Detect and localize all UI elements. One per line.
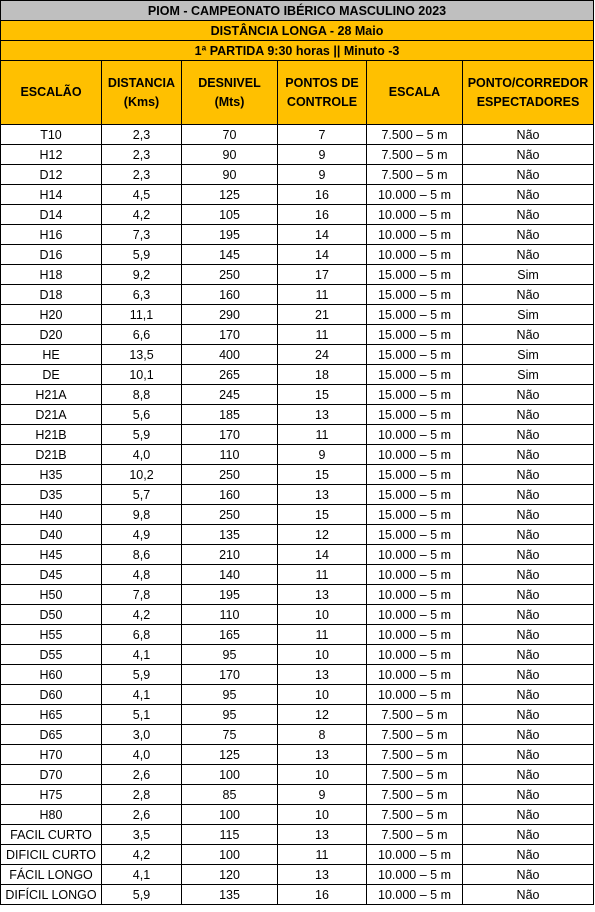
- table-row: [1, 565, 594, 585]
- cell-desnivel: 85: [182, 785, 278, 805]
- cell-espectadores: Não: [463, 485, 594, 505]
- cell-pontos: 24: [278, 345, 367, 365]
- cell-escala: 10.000 – 5 m: [367, 565, 463, 585]
- cell-escala: 10.000 – 5 m: [367, 625, 463, 645]
- cell-escalao: H12: [1, 145, 102, 165]
- cell-espectadores: Não: [463, 545, 594, 565]
- cell-desnivel: 160: [182, 485, 278, 505]
- header-row: [1, 61, 594, 125]
- cell-pontos: 14: [278, 545, 367, 565]
- table-row: [1, 125, 594, 145]
- table-row: [1, 785, 594, 805]
- cell-pontos: 10: [278, 765, 367, 785]
- table-row: [1, 405, 594, 425]
- cell-escalao: H55: [1, 625, 102, 645]
- cell-distancia: 2,3: [102, 125, 182, 145]
- cell-espectadores: Não: [463, 865, 594, 885]
- cell-desnivel: 135: [182, 885, 278, 905]
- cell-escala: 15.000 – 5 m: [367, 365, 463, 385]
- cell-desnivel: 195: [182, 585, 278, 605]
- cell-espectadores: Não: [463, 705, 594, 725]
- cell-desnivel: 145: [182, 245, 278, 265]
- cell-espectadores: Não: [463, 685, 594, 705]
- table-body: [1, 125, 594, 905]
- cell-desnivel: 400: [182, 345, 278, 365]
- cell-desnivel: 170: [182, 665, 278, 685]
- table-row: [1, 825, 594, 845]
- cell-distancia: 5,9: [102, 665, 182, 685]
- cell-espectadores: Não: [463, 805, 594, 825]
- cell-pontos: 13: [278, 665, 367, 685]
- cell-desnivel: 265: [182, 365, 278, 385]
- table-row: [1, 385, 594, 405]
- cell-desnivel: 160: [182, 285, 278, 305]
- cell-escalao: H18: [1, 265, 102, 285]
- cell-desnivel: 250: [182, 505, 278, 525]
- cell-escalao: D20: [1, 325, 102, 345]
- cell-desnivel: 170: [182, 325, 278, 345]
- cell-desnivel: 165: [182, 625, 278, 645]
- cell-desnivel: 95: [182, 685, 278, 705]
- table-row: [1, 505, 594, 525]
- table-row: [1, 705, 594, 725]
- table-row: [1, 765, 594, 785]
- table-row: [1, 845, 594, 865]
- cell-escala: 10.000 – 5 m: [367, 245, 463, 265]
- table-row: [1, 345, 594, 365]
- table-row: [1, 885, 594, 905]
- cell-escalao: DE: [1, 365, 102, 385]
- cell-pontos: 7: [278, 125, 367, 145]
- table-row: [1, 685, 594, 705]
- cell-desnivel: 290: [182, 305, 278, 325]
- cell-pontos: 17: [278, 265, 367, 285]
- cell-escalao: H21B: [1, 425, 102, 445]
- cell-pontos: 13: [278, 745, 367, 765]
- table-row: [1, 285, 594, 305]
- cell-escalao: H21A: [1, 385, 102, 405]
- cell-desnivel: 100: [182, 845, 278, 865]
- cell-escalao: T10: [1, 125, 102, 145]
- title-row: [1, 1, 594, 21]
- cell-pontos: 10: [278, 645, 367, 665]
- cell-escalao: H50: [1, 585, 102, 605]
- cell-escala: 15.000 – 5 m: [367, 505, 463, 525]
- cell-distancia: 5,9: [102, 885, 182, 905]
- cell-escalao: D45: [1, 565, 102, 585]
- cell-espectadores: Não: [463, 125, 594, 145]
- cell-escala: 10.000 – 5 m: [367, 205, 463, 225]
- column-header-escalao: ESCALÃO: [1, 61, 102, 125]
- cell-pontos: 15: [278, 385, 367, 405]
- cell-distancia: 4,0: [102, 745, 182, 765]
- column-header-espectadores: PONTO/CORREDOR ESPECTADORES: [463, 61, 594, 125]
- cell-escalao: D21B: [1, 445, 102, 465]
- cell-distancia: 2,3: [102, 165, 182, 185]
- table-row: [1, 585, 594, 605]
- cell-desnivel: 210: [182, 545, 278, 565]
- cell-escala: 15.000 – 5 m: [367, 285, 463, 305]
- cell-desnivel: 90: [182, 165, 278, 185]
- cell-escalao: D65: [1, 725, 102, 745]
- table-row: [1, 665, 594, 685]
- cell-escalao: DIFÍCIL LONGO: [1, 885, 102, 905]
- cell-escala: 7.500 – 5 m: [367, 165, 463, 185]
- cell-pontos: 15: [278, 465, 367, 485]
- cell-espectadores: Não: [463, 145, 594, 165]
- cell-distancia: 11,1: [102, 305, 182, 325]
- cell-desnivel: 75: [182, 725, 278, 745]
- cell-espectadores: Não: [463, 605, 594, 625]
- cell-desnivel: 70: [182, 125, 278, 145]
- cell-escalao: H65: [1, 705, 102, 725]
- cell-escalao: H20: [1, 305, 102, 325]
- cell-distancia: 3,0: [102, 725, 182, 745]
- cell-escalao: H16: [1, 225, 102, 245]
- cell-distancia: 5,1: [102, 705, 182, 725]
- cell-desnivel: 250: [182, 465, 278, 485]
- cell-desnivel: 105: [182, 205, 278, 225]
- cell-desnivel: 115: [182, 825, 278, 845]
- cell-espectadores: Não: [463, 625, 594, 645]
- cell-pontos: 10: [278, 805, 367, 825]
- cell-desnivel: 110: [182, 605, 278, 625]
- cell-desnivel: 245: [182, 385, 278, 405]
- cell-escalao: D40: [1, 525, 102, 545]
- cell-desnivel: 250: [182, 265, 278, 285]
- cell-escalao: D55: [1, 645, 102, 665]
- cell-pontos: 16: [278, 885, 367, 905]
- cell-pontos: 18: [278, 365, 367, 385]
- cell-escala: 10.000 – 5 m: [367, 545, 463, 565]
- cell-desnivel: 195: [182, 225, 278, 245]
- cell-espectadores: Não: [463, 445, 594, 465]
- cell-escalao: FÁCIL LONGO: [1, 865, 102, 885]
- cell-pontos: 13: [278, 405, 367, 425]
- table-row: [1, 485, 594, 505]
- cell-escala: 15.000 – 5 m: [367, 465, 463, 485]
- cell-desnivel: 125: [182, 185, 278, 205]
- cell-distancia: 10,2: [102, 465, 182, 485]
- cell-distancia: 4,8: [102, 565, 182, 585]
- cell-espectadores: Não: [463, 425, 594, 445]
- cell-distancia: 13,5: [102, 345, 182, 365]
- table-row: [1, 745, 594, 765]
- cell-desnivel: 170: [182, 425, 278, 445]
- cell-escala: 10.000 – 5 m: [367, 885, 463, 905]
- cell-distancia: 10,1: [102, 365, 182, 385]
- cell-distancia: 7,3: [102, 225, 182, 245]
- cell-distancia: 2,6: [102, 805, 182, 825]
- cell-espectadores: Não: [463, 725, 594, 745]
- cell-escala: 7.500 – 5 m: [367, 725, 463, 745]
- cell-pontos: 16: [278, 185, 367, 205]
- cell-distancia: 8,6: [102, 545, 182, 565]
- cell-distancia: 4,1: [102, 865, 182, 885]
- cell-desnivel: 135: [182, 525, 278, 545]
- cell-escala: 15.000 – 5 m: [367, 325, 463, 345]
- cell-escala: 15.000 – 5 m: [367, 385, 463, 405]
- cell-escala: 15.000 – 5 m: [367, 265, 463, 285]
- cell-pontos: 15: [278, 505, 367, 525]
- cell-desnivel: 140: [182, 565, 278, 585]
- cell-desnivel: 100: [182, 765, 278, 785]
- subtitle-row: [1, 21, 594, 41]
- cell-escala: 7.500 – 5 m: [367, 825, 463, 845]
- cell-espectadores: Não: [463, 645, 594, 665]
- cell-espectadores: Não: [463, 465, 594, 485]
- cell-espectadores: Não: [463, 325, 594, 345]
- cell-desnivel: 95: [182, 645, 278, 665]
- cell-distancia: 2,6: [102, 765, 182, 785]
- cell-escalao: D60: [1, 685, 102, 705]
- table-row: [1, 865, 594, 885]
- cell-espectadores: Não: [463, 185, 594, 205]
- cell-distancia: 4,5: [102, 185, 182, 205]
- cell-escalao: DIFICIL CURTO: [1, 845, 102, 865]
- cell-distancia: 4,0: [102, 445, 182, 465]
- cell-distancia: 4,2: [102, 605, 182, 625]
- cell-distancia: 5,7: [102, 485, 182, 505]
- cell-escalao: D12: [1, 165, 102, 185]
- cell-escala: 10.000 – 5 m: [367, 605, 463, 625]
- cell-escala: 15.000 – 5 m: [367, 305, 463, 325]
- column-header-pontos: PONTOS DE CONTROLE: [278, 61, 367, 125]
- cell-escalao: H14: [1, 185, 102, 205]
- cell-desnivel: 125: [182, 745, 278, 765]
- table-row: [1, 265, 594, 285]
- cell-escala: 15.000 – 5 m: [367, 345, 463, 365]
- cell-espectadores: Não: [463, 885, 594, 905]
- cell-escala: 7.500 – 5 m: [367, 805, 463, 825]
- cell-distancia: 5,6: [102, 405, 182, 425]
- cell-escala: 10.000 – 5 m: [367, 225, 463, 245]
- cell-escala: 10.000 – 5 m: [367, 845, 463, 865]
- table-row: [1, 625, 594, 645]
- cell-escalao: D14: [1, 205, 102, 225]
- cell-espectadores: Não: [463, 385, 594, 405]
- cell-pontos: 10: [278, 685, 367, 705]
- cell-distancia: 4,2: [102, 205, 182, 225]
- cell-escalao: D70: [1, 765, 102, 785]
- sheet-subtitle: DISTÂNCIA LONGA - 28 Maio: [1, 21, 594, 41]
- cell-espectadores: Não: [463, 405, 594, 425]
- cell-pontos: 9: [278, 785, 367, 805]
- cell-escalao: H60: [1, 665, 102, 685]
- cell-espectadores: Não: [463, 585, 594, 605]
- cell-pontos: 8: [278, 725, 367, 745]
- table-row: [1, 465, 594, 485]
- table-row: [1, 165, 594, 185]
- cell-escala: 7.500 – 5 m: [367, 145, 463, 165]
- cell-distancia: 2,8: [102, 785, 182, 805]
- table-row: [1, 185, 594, 205]
- cell-pontos: 9: [278, 165, 367, 185]
- table-row: [1, 525, 594, 545]
- cell-desnivel: 110: [182, 445, 278, 465]
- table-row: [1, 325, 594, 345]
- cell-escala: 10.000 – 5 m: [367, 585, 463, 605]
- start-info-row: [1, 41, 594, 61]
- cell-espectadores: Não: [463, 225, 594, 245]
- cell-escala: 15.000 – 5 m: [367, 485, 463, 505]
- table-row: [1, 605, 594, 625]
- table-row: [1, 425, 594, 445]
- cell-distancia: 9,8: [102, 505, 182, 525]
- cell-pontos: 11: [278, 565, 367, 585]
- cell-escalao: H35: [1, 465, 102, 485]
- cell-pontos: 11: [278, 285, 367, 305]
- cell-pontos: 10: [278, 605, 367, 625]
- cell-distancia: 4,9: [102, 525, 182, 545]
- cell-distancia: 4,1: [102, 645, 182, 665]
- cell-distancia: 9,2: [102, 265, 182, 285]
- cell-espectadores: Não: [463, 165, 594, 185]
- cell-distancia: 6,8: [102, 625, 182, 645]
- cell-espectadores: Sim: [463, 265, 594, 285]
- cell-pontos: 11: [278, 425, 367, 445]
- cell-pontos: 11: [278, 625, 367, 645]
- cell-distancia: 4,2: [102, 845, 182, 865]
- cell-distancia: 3,5: [102, 825, 182, 845]
- cell-distancia: 8,8: [102, 385, 182, 405]
- sheet-title: PIOM - CAMPEONATO IBÉRICO MASCULINO 2023: [1, 1, 594, 21]
- table-row: [1, 145, 594, 165]
- cell-espectadores: Não: [463, 665, 594, 685]
- cell-pontos: 12: [278, 525, 367, 545]
- cell-pontos: 13: [278, 825, 367, 845]
- cell-pontos: 13: [278, 865, 367, 885]
- cell-espectadores: Sim: [463, 305, 594, 325]
- table-row: [1, 645, 594, 665]
- cell-distancia: 7,8: [102, 585, 182, 605]
- cell-pontos: 9: [278, 145, 367, 165]
- table-row: [1, 305, 594, 325]
- table-row: [1, 205, 594, 225]
- column-header-desnivel: DESNIVEL (Mts): [182, 61, 278, 125]
- column-header-distancia: DISTANCIA (Kms): [102, 61, 182, 125]
- table-row: [1, 365, 594, 385]
- cell-escala: 10.000 – 5 m: [367, 445, 463, 465]
- cell-pontos: 16: [278, 205, 367, 225]
- cell-espectadores: Não: [463, 785, 594, 805]
- cell-escalao: H40: [1, 505, 102, 525]
- column-header-escala: ESCALA: [367, 61, 463, 125]
- cell-espectadores: Não: [463, 565, 594, 585]
- cell-espectadores: Não: [463, 285, 594, 305]
- cell-escalao: D21A: [1, 405, 102, 425]
- cell-escala: 7.500 – 5 m: [367, 705, 463, 725]
- cell-escala: 7.500 – 5 m: [367, 745, 463, 765]
- cell-espectadores: Não: [463, 825, 594, 845]
- cell-escalao: FACIL CURTO: [1, 825, 102, 845]
- cell-escala: 10.000 – 5 m: [367, 185, 463, 205]
- cell-desnivel: 95: [182, 705, 278, 725]
- cell-pontos: 21: [278, 305, 367, 325]
- cell-desnivel: 120: [182, 865, 278, 885]
- cell-espectadores: Não: [463, 205, 594, 225]
- cell-pontos: 11: [278, 845, 367, 865]
- cell-distancia: 5,9: [102, 425, 182, 445]
- cell-escalao: D35: [1, 485, 102, 505]
- cell-escalao: D18: [1, 285, 102, 305]
- table-row: [1, 225, 594, 245]
- cell-escala: 10.000 – 5 m: [367, 425, 463, 445]
- table-row: [1, 245, 594, 265]
- cell-pontos: 12: [278, 705, 367, 725]
- cell-escala: 10.000 – 5 m: [367, 645, 463, 665]
- cell-pontos: 9: [278, 445, 367, 465]
- cell-escala: 10.000 – 5 m: [367, 685, 463, 705]
- cell-distancia: 6,3: [102, 285, 182, 305]
- cell-escalao: H75: [1, 785, 102, 805]
- cell-desnivel: 90: [182, 145, 278, 165]
- table-row: [1, 805, 594, 825]
- table-row: [1, 725, 594, 745]
- cell-espectadores: Não: [463, 505, 594, 525]
- cell-distancia: 2,3: [102, 145, 182, 165]
- cell-escalao: H70: [1, 745, 102, 765]
- table-row: [1, 445, 594, 465]
- cell-desnivel: 100: [182, 805, 278, 825]
- cell-escala: 10.000 – 5 m: [367, 865, 463, 885]
- cell-pontos: 13: [278, 585, 367, 605]
- cell-escalao: HE: [1, 345, 102, 365]
- cell-escalao: H45: [1, 545, 102, 565]
- cell-pontos: 11: [278, 325, 367, 345]
- cell-escalao: H80: [1, 805, 102, 825]
- cell-escala: 7.500 – 5 m: [367, 125, 463, 145]
- cell-pontos: 14: [278, 225, 367, 245]
- cell-distancia: 5,9: [102, 245, 182, 265]
- cell-pontos: 14: [278, 245, 367, 265]
- cell-espectadores: Não: [463, 765, 594, 785]
- cell-espectadores: Sim: [463, 345, 594, 365]
- cell-distancia: 6,6: [102, 325, 182, 345]
- cell-espectadores: Não: [463, 245, 594, 265]
- cell-distancia: 4,1: [102, 685, 182, 705]
- cell-escala: 7.500 – 5 m: [367, 765, 463, 785]
- cell-espectadores: Não: [463, 745, 594, 765]
- cell-pontos: 13: [278, 485, 367, 505]
- cell-espectadores: Não: [463, 845, 594, 865]
- cell-escala: 15.000 – 5 m: [367, 405, 463, 425]
- cell-desnivel: 185: [182, 405, 278, 425]
- table-row: [1, 545, 594, 565]
- cell-escala: 10.000 – 5 m: [367, 665, 463, 685]
- cell-escalao: D16: [1, 245, 102, 265]
- cell-escalao: D50: [1, 605, 102, 625]
- cell-espectadores: Não: [463, 525, 594, 545]
- cell-escala: 7.500 – 5 m: [367, 785, 463, 805]
- cell-espectadores: Sim: [463, 365, 594, 385]
- cell-escala: 15.000 – 5 m: [367, 525, 463, 545]
- start-info: 1ª PARTIDA 9:30 horas || Minuto -3: [1, 41, 594, 61]
